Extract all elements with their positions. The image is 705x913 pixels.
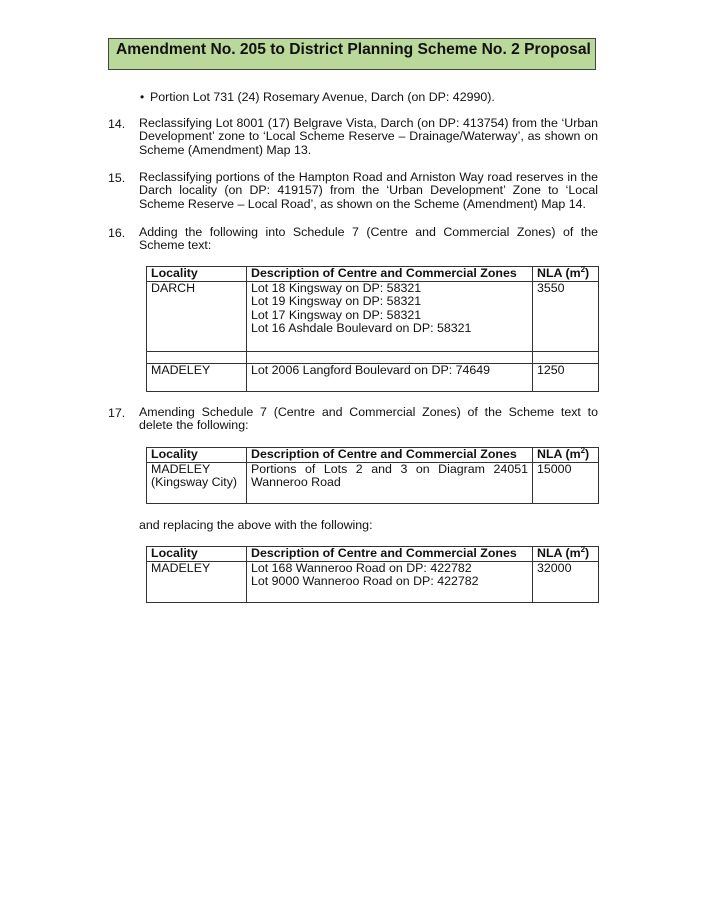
item-text: Adding the following into Schedule 7 (Centre and Commercial Zones) of the Scheme text: <box>139 225 598 253</box>
schedule-table-deletions <box>146 447 599 504</box>
item-text: Reclassifying Lot 8001 (17) Belgrave Vista, Darch (on DP: 413754) from the ‘Urban Development’ zone to ‘Local Scheme Reserve – Drainage/Waterway’, as shown on Scheme (Amendment) Map 13. <box>139 116 598 157</box>
cell-description: Lot 18 Kingsway on DP: 58321 Lot 19 Kingsway on DP: 58321 Lot 17 Kingsway on DP: 58321 Lot 16 Ashdale Boulevard on DP: 58321 <box>247 282 533 352</box>
table-header-row <box>147 267 599 282</box>
header-locality: Locality <box>147 448 247 463</box>
header-nla: NLA $(m^2)$ <box>533 267 599 282</box>
table-header-row <box>147 448 599 463</box>
cell-description: Lot 2006 Langford Boulevard on DP: 74649 <box>247 364 533 392</box>
page-title: Amendment No. 205 to District Planning Scheme No. 2 Proposal <box>108 38 596 70</box>
header-description: Description of Centre and Commercial Zones <box>247 267 533 282</box>
header-description: Description of Centre and Commercial Zones <box>247 547 533 562</box>
schedule-table-additions <box>146 266 599 392</box>
table-header-row <box>147 547 599 562</box>
cell-locality: MADELEY <box>147 562 247 603</box>
list-item-15 <box>108 171 598 211</box>
bullet-dot-icon: • <box>140 90 145 104</box>
list-item-16 <box>108 226 598 253</box>
cell-nla: 1250 <box>533 364 599 392</box>
item-text: Reclassifying portions of the Hampton Road and Arniston Way road reserves in the Darch locality (on DP: 419157) from the ‘Urban Development’ Zone to ‘Local Scheme Reserve – Local Road’, as shown on the Scheme (Amendment) Map 14. <box>139 170 598 211</box>
header-nla: NLA $(m^2)$ <box>533 547 599 562</box>
table-row <box>147 364 599 392</box>
cell-nla: 15000 <box>533 463 599 504</box>
header-description: Description of Centre and Commercial Zones <box>247 448 533 463</box>
cell-description: Lot 168 Wanneroo Road on DP: 422782 Lot 9000 Wanneroo Road on DP: 422782 <box>247 562 533 603</box>
item-number: 16. <box>108 226 126 240</box>
list-item-17 <box>108 406 598 433</box>
cell-nla: 32000 <box>533 562 599 603</box>
header-nla: NLA $(m^2)$ <box>533 448 599 463</box>
cell-locality: MADELEY (Kingsway City) <box>147 463 247 504</box>
item-number: 15. <box>108 171 126 185</box>
header-locality: Locality <box>147 267 247 282</box>
table-row <box>147 463 599 504</box>
schedule-table-replacement <box>146 546 599 603</box>
cell-locality: DARCH <box>147 282 247 352</box>
item-text: Amending Schedule 7 (Centre and Commercial Zones) of the Scheme text to delete the following: <box>139 405 598 433</box>
bullet-item <box>140 90 495 104</box>
table-row-empty <box>147 352 599 364</box>
item-number: 17. <box>108 406 126 420</box>
list-item-14 <box>108 117 598 157</box>
cell-nla: 3550 <box>533 282 599 352</box>
table-row <box>147 562 599 603</box>
table-row <box>147 282 599 352</box>
cell-description: Portions of Lots 2 and 3 on Diagram 24051 Wanneroo Road <box>247 463 533 504</box>
header-locality: Locality <box>147 547 247 562</box>
cell-locality: MADELEY <box>147 364 247 392</box>
replacing-text: and replacing the above with the following: <box>139 518 373 532</box>
item-number: 14. <box>108 117 126 131</box>
bullet-text: Portion Lot 731 (24) Rosemary Avenue, Darch (on DP: 42990). <box>150 90 495 104</box>
